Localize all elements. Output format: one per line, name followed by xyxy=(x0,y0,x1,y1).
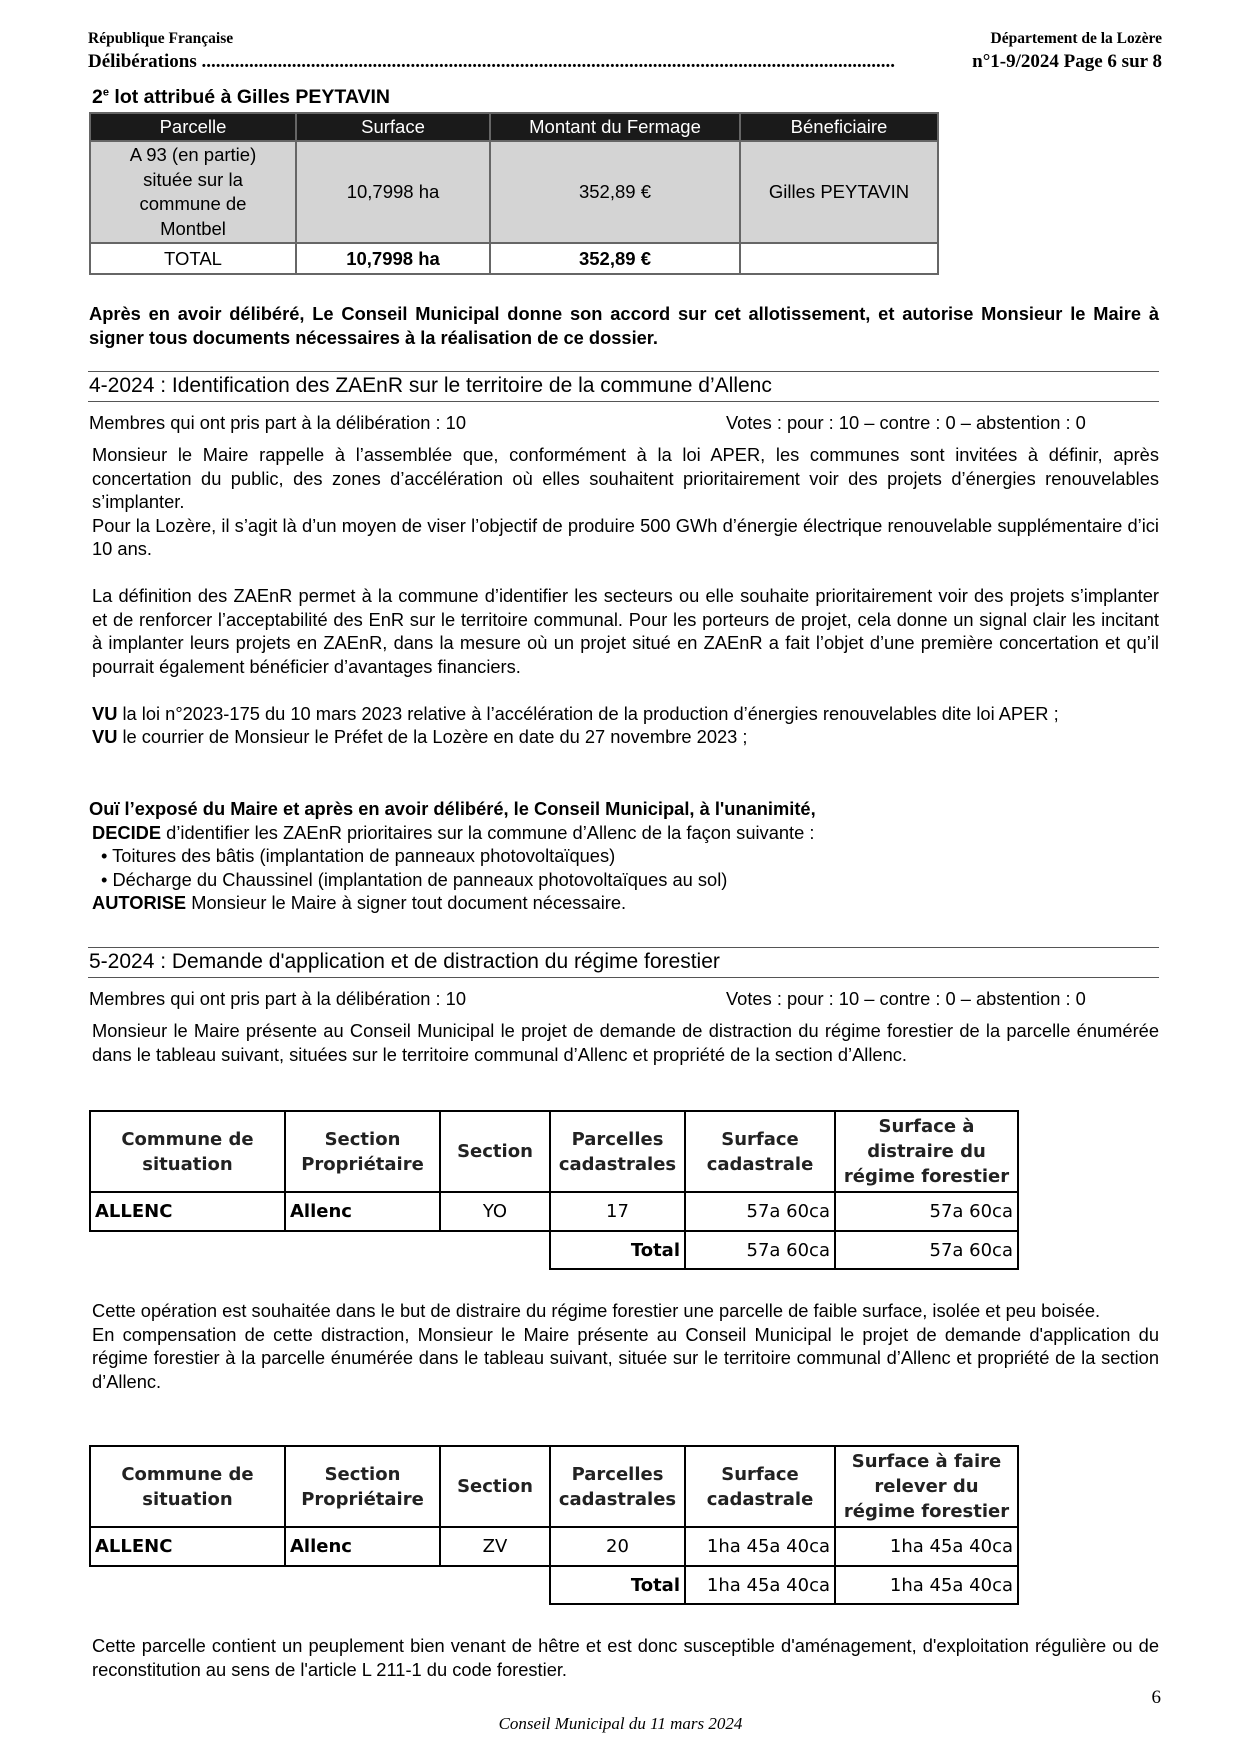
th-surface-relever: Surface à faire relever du régime forestier xyxy=(835,1446,1018,1527)
section4-decision xyxy=(89,797,1159,915)
th-parcelles: Parcelles cadastrales xyxy=(550,1111,685,1192)
th-surface-cadastrale: Surface cadastrale xyxy=(685,1111,835,1192)
section5-top-rule xyxy=(88,947,1159,948)
th-commune: Commune de situation xyxy=(90,1446,285,1527)
cell-parcelles: 17 xyxy=(550,1192,685,1231)
th-section: Section xyxy=(440,1111,550,1192)
autorise-text: Monsieur le Maire à signer tout document nécessaire. xyxy=(186,892,627,913)
th-parcelles: Parcelles cadastrales xyxy=(550,1446,685,1527)
distraction-table xyxy=(89,1110,1019,1270)
cell-commune: ALLENC xyxy=(90,1527,285,1566)
vu1-label: VU xyxy=(92,702,118,724)
section5-p3: En compensation de cette distraction, Monsieur le Maire présente au Conseil Municipal le projet de demande d'application du régime forestier à la parcelle énumérée dans le tableau suivant, située sur le territoire communal d’Allenc et propriété de la section d’Allenc. xyxy=(92,1323,1159,1392)
distraction-table-header xyxy=(90,1111,1018,1192)
table-total-row xyxy=(90,1566,1018,1604)
total-surface-cadastrale: 1ha 45a 40ca xyxy=(685,1566,835,1604)
parcelle-line: Montbel xyxy=(160,217,226,239)
section4-decide xyxy=(89,821,1159,845)
cell-surface-cadastrale: 1ha 45a 40ca xyxy=(685,1527,835,1566)
cell-beneficiaire: Gilles PEYTAVIN xyxy=(740,141,938,243)
section4-vu2 xyxy=(92,725,1159,749)
cell-section-proprietaire: Allenc xyxy=(285,1192,440,1231)
cell-commune: ALLENC xyxy=(90,1192,285,1231)
empty-cell xyxy=(90,1566,550,1604)
lot2-title-text: lot attribué à Gilles PEYTAVIN xyxy=(108,86,390,108)
section4-title: 4-2024 : Identification des ZAEnR sur le territoire de la commune d’Allenc xyxy=(89,374,772,397)
table-total-row xyxy=(90,1231,1018,1269)
section4-p3: La définition des ZAEnR permet à la commune d’identifier les secteurs ou elle souhaite prioritairement voir des projets s’implanter et de renforcer l’acceptabilité des EnR sur le territoire communal. Pour les porteurs de projet, cela donne un signal clair les incitant à implanter leurs projets en ZAEnR, dans la mesure où un projet situé en ZAEnR a fait l’objet d’une première concertation et qu’il pourrait également bénéficier d’avantages financiers. xyxy=(92,585,1159,677)
col-beneficiaire: Béneficiaire xyxy=(740,113,938,141)
autorise-label: AUTORISE xyxy=(92,892,187,913)
vu2-label: VU xyxy=(92,726,118,747)
th-section-proprietaire: Section Propriétaire xyxy=(285,1111,440,1192)
th-surface-distraire: Surface à distraire du régime forestier xyxy=(835,1111,1018,1192)
total-surface: 10,7998 ha xyxy=(296,243,490,274)
header-departement: Département de la Lozère xyxy=(990,30,1162,47)
col-montant: Montant du Fermage xyxy=(490,113,740,141)
cell-section-proprietaire: Allenc xyxy=(285,1527,440,1566)
total-label: Total xyxy=(550,1566,685,1604)
cell-parcelles: 20 xyxy=(550,1527,685,1566)
total-empty xyxy=(740,243,938,274)
th-section: Section xyxy=(440,1446,550,1527)
spacer xyxy=(92,678,1159,702)
section4-membres: Membres qui ont pris part à la délibération : 10 xyxy=(89,412,466,433)
cell-section: ZV xyxy=(440,1527,550,1566)
section5-bottom-rule xyxy=(88,977,1159,978)
header-deliberations: Délibérations .................................................................................................................................................. xyxy=(88,51,895,72)
section4-autorise xyxy=(89,891,1159,915)
section4-text xyxy=(92,443,1159,749)
cell-surface-cadastrale: 57a 60ca xyxy=(685,1192,835,1231)
vu2-text: le courrier de Monsieur le Préfet de la Lozère en date du 27 novembre 2023 ; xyxy=(117,726,748,747)
cell-surface-distraire: 57a 60ca xyxy=(835,1192,1018,1231)
decide-text: d’identifier les ZAEnR prioritaires sur la commune d’Allenc de la façon suivante : xyxy=(161,821,815,843)
section5-membres: Membres qui ont pris part à la délibération : 10 xyxy=(89,988,466,1009)
section4-oui: Ouï l’exposé du Maire et après en avoir délibéré, le Conseil Municipal, à l'unanimité, xyxy=(89,798,816,819)
section4-p1: Monsieur le Maire rappelle à l’assemblée que, conformément à la loi APER, les communes sont invitées à définir, après concertation du public, des zones d’accélération où elles souhaitent prioritairement voir des projets d’énergies renouvelables s’implanter. xyxy=(92,444,1159,512)
cell-montant: 352,89 € xyxy=(490,141,740,243)
cell-surface-relever: 1ha 45a 40ca xyxy=(835,1527,1018,1566)
total-surface-cadastrale: 57a 60ca xyxy=(685,1231,835,1269)
table-row xyxy=(90,1527,1018,1566)
section4-p2: Pour la Lozère, il s’agit là d’un moyen de viser l’objectif de produire 500 GWh d’énergie électrique renouvelable supplémentaire d’ici 10 ans. xyxy=(92,514,1159,559)
lot2-title-sup: e xyxy=(102,86,109,99)
section5-p2: Cette opération est souhaitée dans le but de distraire du régime forestier une parcelle de faible surface, isolée et peu boisée. xyxy=(92,1300,1101,1321)
list-item: • Décharge du Chaussinel (implantation de panneaux photovoltaïques au sol) xyxy=(101,868,728,890)
cell-surface: 10,7998 ha xyxy=(296,141,490,243)
table-total-row xyxy=(90,243,938,274)
section5-text-mid xyxy=(92,1299,1159,1393)
th-section-proprietaire: Section Propriétaire xyxy=(285,1446,440,1527)
table-row xyxy=(90,1192,1018,1231)
spacer xyxy=(92,561,1159,585)
list-item: • Toitures des bâtis (implantation de panneaux photovoltaïques) xyxy=(101,845,616,866)
section4-votes: Votes : pour : 10 – contre : 0 – abstention : 0 xyxy=(726,412,1086,433)
lot2-table-header xyxy=(90,113,938,141)
col-parcelle: Parcelle xyxy=(90,113,296,141)
parcelle-line: commune de xyxy=(139,193,247,214)
th-commune: Commune de situation xyxy=(90,1111,285,1192)
header-page-ref: n°1-9/2024 Page 6 sur 8 xyxy=(972,51,1162,72)
total-surface-relever: 1ha 45a 40ca xyxy=(835,1566,1018,1604)
page-number: 6 xyxy=(1151,1687,1161,1708)
parcelle-line: A 93 (en partie) xyxy=(129,144,257,165)
cell-section: YO xyxy=(440,1192,550,1231)
section4-top-rule xyxy=(88,371,1159,372)
lot2-table xyxy=(89,112,939,275)
section4-bottom-rule xyxy=(88,401,1159,402)
col-surface: Surface xyxy=(296,113,490,141)
lot2-title-number: 2 xyxy=(92,86,103,108)
section5-votes: Votes : pour : 10 – contre : 0 – abstention : 0 xyxy=(726,988,1086,1009)
lot2-title xyxy=(92,86,390,109)
total-label: TOTAL xyxy=(90,243,296,274)
vu1-text: la loi n°2023-175 du 10 mars 2023 relative à l’accélération de la production d’énergies renouvelables dite loi APER ; xyxy=(117,702,1059,724)
application-table xyxy=(89,1445,1019,1605)
total-surface-distraire: 57a 60ca xyxy=(835,1231,1018,1269)
decide-label: DECIDE xyxy=(92,821,162,843)
total-montant: 352,89 € xyxy=(490,243,740,274)
header-republique: République Française xyxy=(88,30,234,47)
parcelle-line: située sur la xyxy=(143,168,243,190)
empty-cell xyxy=(90,1231,550,1269)
section5-title: 5-2024 : Demande d'application et de distraction du régime forestier xyxy=(89,950,720,973)
section5-p1: Monsieur le Maire présente au Conseil Municipal le projet de demande de distraction du régime forestier de la parcelle énumérée dans le tableau suivant, situées sur le territoire communal d’Allenc et propriété de la section d’Allenc. xyxy=(92,1020,1159,1065)
footer-caption: Conseil Municipal du 11 mars 2024 xyxy=(498,1714,743,1733)
th-surface-cadastrale: Surface cadastrale xyxy=(685,1446,835,1527)
section4-bullets xyxy=(89,844,1159,891)
table-row xyxy=(90,141,938,243)
cell-parcelle xyxy=(90,141,296,243)
application-table-header xyxy=(90,1446,1018,1527)
accord-paragraph: Après en avoir délibéré, Le Conseil Municipal donne son accord sur cet allotissement, et autorise Monsieur le Maire à signer tous documents nécessaires à la réalisation de ce dossier. xyxy=(89,303,1159,348)
section4-vu1 xyxy=(92,702,1159,726)
total-label: Total xyxy=(550,1231,685,1269)
section5-p4: Cette parcelle contient un peuplement bien venant de hêtre et est donc susceptible d'aménagement, d'exploitation régulière ou de reconstitution au sens de l'article L 211-1 du code forestier. xyxy=(92,1635,1159,1680)
